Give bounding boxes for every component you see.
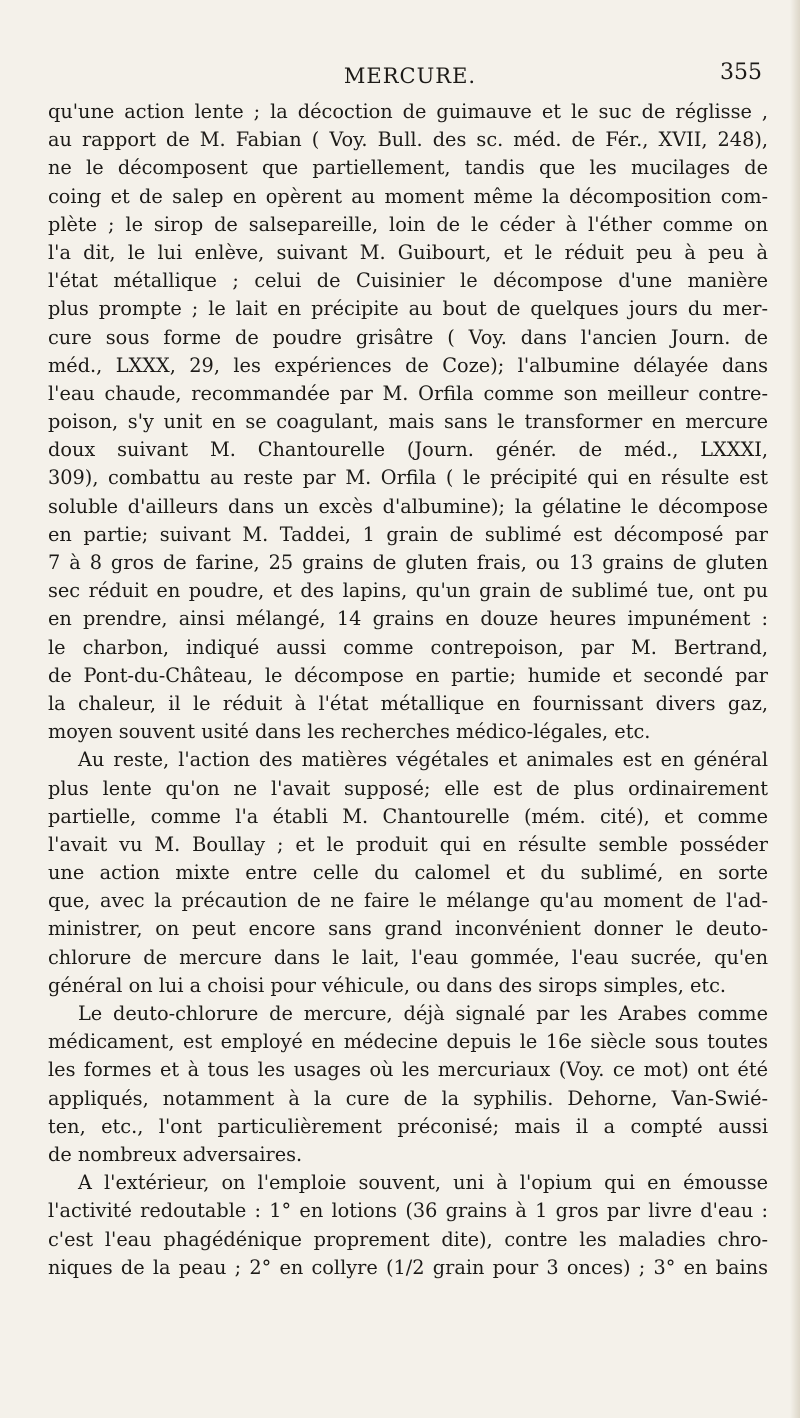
text-line: en prendre, ainsi mélangé, 14 grains en douze heures impunément : (48, 607, 768, 631)
text-line: appliqués, notamment à la cure de la syphilis. Dehorne, Van-Swié- (48, 1086, 768, 1110)
text-line: ten, etc., l'ont particulièrement préconisé; mais il a compté aussi (48, 1114, 768, 1138)
text-line: au rapport de M. Fabian ( Voy. Bull. des sc. méd. de Fér., XVII, 248), (48, 128, 768, 152)
text-line: l'eau chaude, recommandée par M. Orfila comme son meilleur contre- (48, 381, 768, 405)
running-title: MERCURE. (343, 64, 477, 88)
text-line: le charbon, indiqué aussi comme contrepoison, par M. Bertrand, (48, 635, 768, 659)
text-line: de nombreux adversaires. (48, 1142, 303, 1166)
text-line: de Pont-du-Château, le décompose en partie; humide et secondé par (48, 663, 768, 687)
text-line: Le deuto-chlorure de mercure, déjà signalé par les Arabes comme (78, 1002, 768, 1025)
text-line: la chaleur, il le réduit à l'état métallique en fournissant divers gaz, (48, 691, 768, 715)
text-line: l'état métallique ; celui de Cuisinier le décompose d'une manière (48, 269, 768, 293)
text-line: sec réduit en poudre, et des lapins, qu'un grain de sublimé tue, ont pu (48, 579, 768, 603)
text-line: moyen souvent usité dans les recherches médico-légales, etc. (48, 720, 651, 744)
text-line: niques de la peau ; 2° en collyre (1/2 grain pour 3 onces) ; 3° en bains (48, 1255, 768, 1279)
text-line: plète ; le sirop de salsepareille, loin de le céder à l'éther comme on (48, 212, 768, 236)
text-line: l'a dit, le lui enlève, suivant M. Guibourt, et le réduit peu à peu à (48, 240, 768, 264)
text-line: 309), combattu au reste par M. Orfila ( le précipité qui en résulte est (48, 466, 768, 490)
text-line: médicament, est employé en médecine depuis le 16e siècle sous toutes (48, 1030, 768, 1054)
text-line: plus prompte ; le lait en précipite au bout de quelques jours du mer- (48, 297, 768, 321)
text-line: plus lente qu'on ne l'avait supposé; elle est de plus ordinairement (48, 776, 768, 800)
text-line: général on lui a choisi pour véhicule, ou dans des sirops simples, etc. (48, 973, 727, 997)
text-line: chlorure de mercure dans le lait, l'eau gommée, l'eau sucrée, qu'en (48, 945, 768, 969)
text-line: partielle, comme l'a établi M. Chantourelle (mém. cité), et comme (48, 804, 768, 828)
text-line: soluble d'ailleurs dans un excès d'albumine); la gélatine le décompose (48, 494, 768, 518)
text-line: c'est l'eau phagédénique proprement dite), contre les maladies chro- (48, 1227, 768, 1251)
text-line: doux suivant M. Chantourelle (Journ. génér. de méd., LXXXI, (48, 438, 768, 462)
text-line: Au reste, l'action des matières végétales et animales est en général (78, 748, 768, 772)
text-line: l'avait vu M. Boullay ; et le produit qui en résulte semble posséder (48, 832, 768, 856)
body-text (48, 98, 768, 1282)
page-edge-shadow (790, 0, 800, 1418)
text-line: les formes et à tous les usages où les mercuriaux (Voy. ce mot) ont été (48, 1058, 768, 1082)
text-line: une action mixte entre celle du calomel et du sublimé, en sorte (48, 861, 768, 885)
text-line: coing et de salep en opèrent au moment même la décomposition com- (48, 184, 768, 208)
page-header (50, 60, 770, 94)
text-line: cure sous forme de poudre grisâtre ( Voy. dans l'ancien Journ. de (48, 325, 768, 349)
text-line: en partie; suivant M. Taddei, 1 grain de sublimé est décomposé par (48, 522, 768, 546)
text-line: ne le décomposent que partiellement, tandis que les mucilages de (48, 156, 768, 180)
text-line: qu'une action lente ; la décoction de guimauve et le suc de réglisse , (48, 100, 768, 123)
text-line: ministrer, on peut encore sans grand inconvénient donner le deuto- (48, 917, 768, 941)
text-line: méd., LXXX, 29, les expériences de Coze); l'albumine délayée dans (48, 353, 768, 377)
text-line: poison, s'y unit en se coagulant, mais sans le transformer en mercure (48, 410, 768, 434)
text-line: l'activité redoutable : 1° en lotions (36 grains à 1 gros par livre d'eau : (48, 1199, 768, 1223)
page-number: 355 (720, 60, 762, 85)
text-line: A l'extérieur, on l'emploie souvent, uni à l'opium qui en émousse (78, 1171, 768, 1195)
text-line: que, avec la précaution de ne faire le mélange qu'au moment de l'ad- (48, 889, 768, 913)
text-line: 7 à 8 gros de farine, 25 grains de gluten frais, ou 13 grains de gluten (48, 551, 768, 574)
